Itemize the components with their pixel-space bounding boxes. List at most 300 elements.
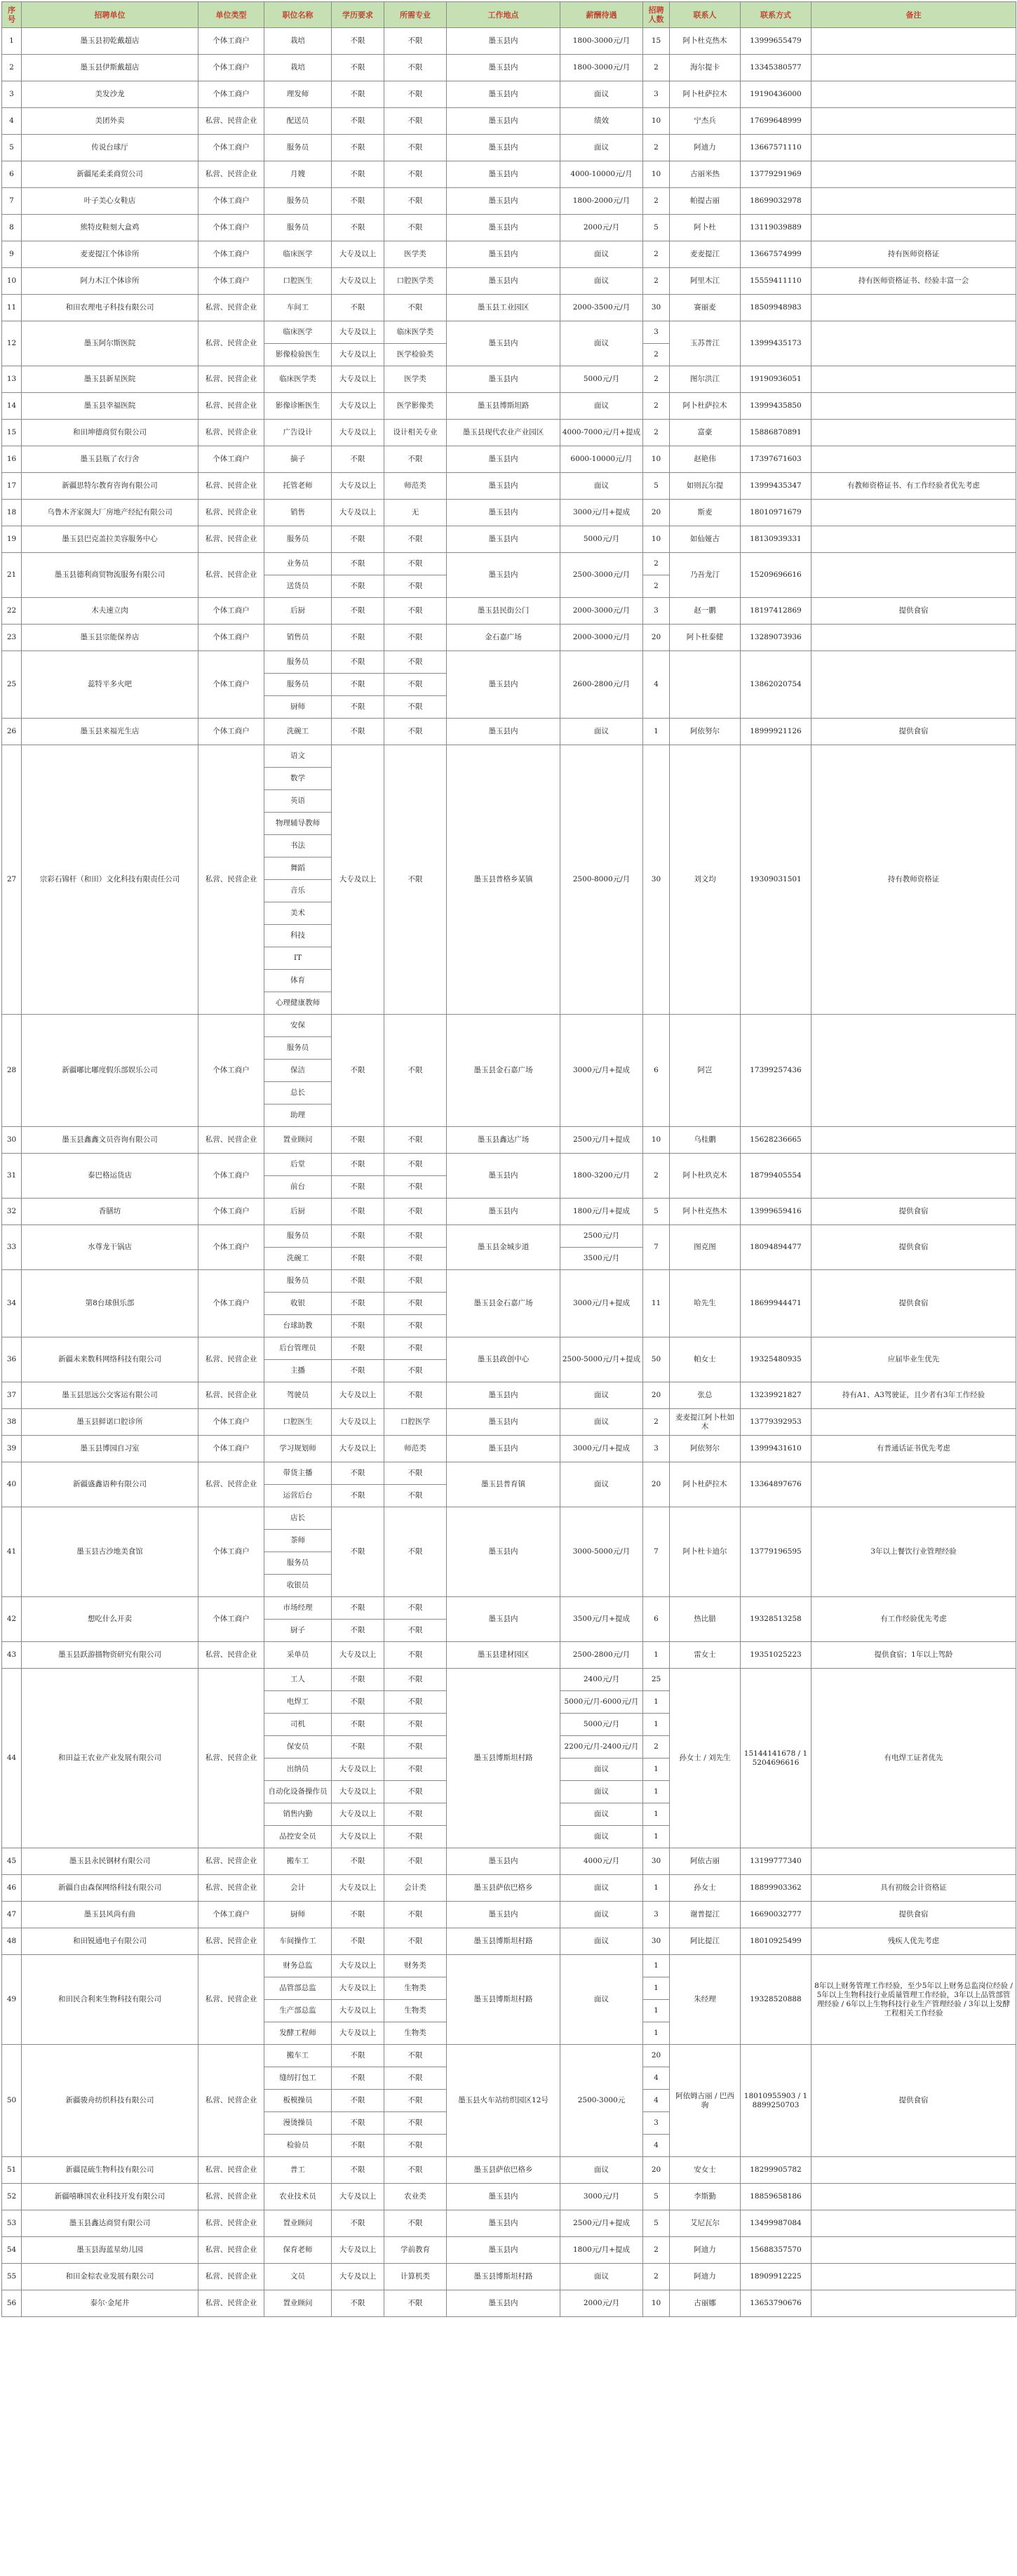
cell-sub: 后厨: [290, 1207, 305, 1215]
cell-sub: 30: [651, 875, 661, 883]
position-cell: [264, 1875, 332, 1902]
remark: 提供食宿: [811, 1199, 1016, 1225]
row-number: 53: [2, 2210, 22, 2237]
table-row: [2, 500, 1016, 526]
cell-sub: 3500元/月: [560, 1247, 643, 1269]
remark: [811, 393, 1016, 420]
salary-cell: [560, 625, 643, 651]
cell-sub: 不限: [350, 116, 365, 125]
cell-sub: 3000元/月+提成: [572, 1066, 631, 1074]
cell-sub: 临床医学: [283, 328, 313, 336]
education-cell: [332, 2210, 384, 2237]
company-name: 墨玉县伊斯戴超店: [22, 55, 198, 81]
cell-sub: 不限: [350, 1344, 365, 1352]
company-name: 墨玉县鑫鑫文员咨询有限公司: [22, 1127, 198, 1154]
table-row: [2, 553, 1016, 598]
major-cell: [384, 1225, 447, 1270]
headcount-cell: [643, 1127, 670, 1154]
contact-person: 阿卜杜萨拉木: [670, 1462, 741, 1507]
company-name: 想吃什么开卖: [22, 1597, 198, 1642]
work-place: 墨玉县内: [447, 366, 560, 393]
position-cell: [264, 321, 332, 366]
table-row: [2, 2184, 1016, 2210]
table-row: [2, 268, 1016, 295]
company-name: 和田农理电子科技有限公司: [22, 295, 198, 321]
phone-number: 18197412869: [741, 598, 811, 625]
cell-sub: 2000-3000元/月: [572, 633, 631, 641]
company-type: 私营、民营企业: [198, 2264, 264, 2290]
cell-sub: 语文: [290, 752, 305, 760]
salary-cell: [560, 745, 643, 1015]
cell-sub: 销售内勤: [264, 1803, 332, 1825]
headcount-cell: [643, 1154, 670, 1199]
row-number: 22: [2, 598, 22, 625]
work-place: 墨玉县博斯坦村路: [447, 2264, 560, 2290]
cell-sub: 不限: [408, 1276, 423, 1285]
cell-sub: 2000元/月: [583, 2299, 620, 2307]
company-name: 墨玉阿尔斯医院: [22, 321, 198, 366]
major-cell: [384, 161, 447, 188]
row-number: 50: [2, 2045, 22, 2157]
cell-sub: 2500元/月: [583, 1232, 620, 1240]
work-place: 墨玉县普格乡某镇: [447, 745, 560, 1015]
salary-cell: [560, 526, 643, 553]
remark: [811, 28, 1016, 55]
cell-sub: 10: [651, 170, 661, 178]
cell-sub: 5000元/月-6000元/月: [560, 1690, 643, 1713]
work-place: 墨玉县内: [447, 1507, 560, 1597]
table-row: [2, 1154, 1016, 1199]
cell-sub: 不限: [408, 63, 423, 72]
cell-sub: 市场经理: [283, 1603, 313, 1612]
cell-sub: 面议: [594, 1937, 609, 1945]
remark: [811, 81, 1016, 108]
headcount-cell: [643, 28, 670, 55]
cell-sub: 不限: [332, 1619, 384, 1641]
cell-sub: 不限: [384, 1484, 447, 1507]
contact-person: 阿卜杜卡迪尔: [670, 1507, 741, 1597]
recruitment-table: [1, 1, 1016, 2317]
position-cell: [264, 553, 332, 598]
education-cell: [332, 473, 384, 500]
cell-sub: 搬车工: [286, 2051, 309, 2060]
cell-sub: 2600-2800元/月: [572, 680, 631, 688]
salary-cell: [560, 241, 643, 268]
company-name: 香膳坊: [22, 1199, 198, 1225]
work-place: 墨玉县内: [447, 28, 560, 55]
education-cell: [332, 215, 384, 241]
row-number: 17: [2, 473, 22, 500]
remark: [811, 420, 1016, 446]
table-row: [2, 1337, 1016, 1382]
remark: 有工作经验优先考虑: [811, 1597, 1016, 1642]
cell-sub: 2500元/月+提成: [572, 1135, 631, 1144]
cell-sub: 50: [651, 1355, 661, 1363]
cell-sub: 不限: [350, 1910, 365, 1918]
cell-sub: 2500-3000元: [577, 2096, 626, 2104]
major-cell: [384, 321, 447, 366]
contact-person: 刘文均: [670, 745, 741, 1015]
company-name: 熊特皮鞋刻大盒鸡: [22, 215, 198, 241]
education-cell: [332, 1199, 384, 1225]
cell-sub: 不限: [350, 535, 365, 543]
major-cell: [384, 1199, 447, 1225]
education-cell: [332, 366, 384, 393]
company-name: 木夫速立肉: [22, 598, 198, 625]
cell-sub: 后台管理员: [279, 1344, 316, 1352]
table-row: [2, 295, 1016, 321]
major-cell: [384, 188, 447, 215]
table-row: [2, 2157, 1016, 2184]
contact-person: 李斯勤: [670, 2184, 741, 2210]
cell-sub: 4: [643, 2089, 670, 2111]
headcount-cell: [643, 1928, 670, 1955]
education-cell: [332, 1436, 384, 1462]
headcount-cell: [643, 2264, 670, 2290]
remark: 持有教师资格证: [811, 745, 1016, 1015]
major-cell: [384, 1902, 447, 1928]
remark: [811, 366, 1016, 393]
cell-sub: IT: [264, 947, 332, 969]
table-row: [2, 2264, 1016, 2290]
cell-sub: 不限: [408, 1650, 423, 1659]
remark: [811, 2264, 1016, 2290]
cell-sub: 不限: [332, 1735, 384, 1758]
company-name: 和田锐通电子有限公司: [22, 1928, 198, 1955]
headcount-cell: [643, 135, 670, 161]
major-cell: [384, 526, 447, 553]
company-name: 美团外卖: [22, 108, 198, 135]
phone-number: 18010955903 / 18899250703: [741, 2045, 811, 2157]
work-place: 墨玉县内: [447, 651, 560, 719]
cell-sub: 厨师: [264, 695, 332, 718]
table-header-row: [2, 2, 1016, 28]
cell-sub: 10: [651, 535, 661, 543]
cell-sub: 不限: [408, 1207, 423, 1215]
company-type: 私营、民营企业: [198, 108, 264, 135]
company-name: 墨玉县鑫达商贸有限公司: [22, 2210, 198, 2237]
cell-sub: 1800-2000元/月: [572, 196, 631, 205]
company-name: 墨玉县风尚有曲: [22, 1902, 198, 1928]
table-row: [2, 1436, 1016, 1462]
table-row: [2, 1409, 1016, 1436]
cell-sub: 不限: [408, 559, 423, 568]
company-type: 私营、民营企业: [198, 366, 264, 393]
contact-person: 古丽娜: [670, 2290, 741, 2317]
cell-sub: 1: [643, 1780, 670, 1803]
cell-sub: 不限: [350, 2051, 365, 2060]
remark: [811, 1848, 1016, 1875]
row-number: 28: [2, 1015, 22, 1127]
cell-sub: 2: [654, 143, 659, 152]
cell-sub: 4000-10000元/月: [570, 170, 633, 178]
cell-sub: 不限: [384, 673, 447, 695]
cell-sub: 服务员: [286, 1276, 309, 1285]
cell-sub: 1800-3200元/月: [572, 1171, 631, 1180]
cell-sub: 不限: [408, 1675, 423, 1683]
education-cell: [332, 161, 384, 188]
company-name: 传说台球厅: [22, 135, 198, 161]
position-cell: [264, 1199, 332, 1225]
cell-sub: 医学类: [404, 375, 426, 383]
headcount-cell: [643, 2210, 670, 2237]
cell-sub: 2: [654, 559, 659, 568]
major-cell: [384, 1382, 447, 1409]
phone-number: 13345380577: [741, 55, 811, 81]
row-number: 27: [2, 745, 22, 1015]
remark: [811, 553, 1016, 598]
cell-sub: 广告设计: [283, 428, 313, 436]
education-cell: [332, 1382, 384, 1409]
cell-sub: 3: [654, 606, 659, 615]
cell-sub: 不限: [384, 695, 447, 718]
salary-cell: [560, 1382, 643, 1409]
cell-sub: 面议: [594, 143, 609, 152]
cell-sub: 1: [654, 1650, 659, 1659]
cell-sub: 5: [654, 2192, 659, 2201]
education-cell: [332, 1669, 384, 1848]
headcount-cell: [643, 1875, 670, 1902]
salary-cell: [560, 366, 643, 393]
recruitment-table-wrapper: [1, 1, 1016, 2317]
cell-sub: 学前教育: [400, 2245, 430, 2254]
contact-person: 热比腊: [670, 1597, 741, 1642]
cell-sub: 20: [651, 2051, 661, 2060]
position-cell: [264, 1928, 332, 1955]
cell-sub: 不限: [350, 1160, 365, 1168]
cell-sub: 不限: [384, 1175, 447, 1198]
row-number: 33: [2, 1225, 22, 1270]
company-type: 私营、民营企业: [198, 500, 264, 526]
cell-sub: 不限: [332, 2089, 384, 2111]
position-cell: [264, 719, 332, 745]
company-name: 麦麦提江个体诊所: [22, 241, 198, 268]
row-number: 19: [2, 526, 22, 553]
salary-cell: [560, 1955, 643, 2045]
company-name: 墨玉县跃游描物资研究有限公司: [22, 1642, 198, 1669]
cell-sub: 舞蹈: [264, 857, 332, 879]
cell-sub: 面议: [594, 90, 609, 98]
cell-sub: 面议: [594, 1417, 609, 1426]
row-number: 2: [2, 55, 22, 81]
cell-sub: 前台: [264, 1175, 332, 1198]
education-cell: [332, 2264, 384, 2290]
cell-sub: 厨师: [290, 1910, 305, 1918]
cell-sub: 大专及以上: [332, 1977, 384, 1999]
remark: [811, 188, 1016, 215]
remark: [811, 1462, 1016, 1507]
salary-cell: [560, 1015, 643, 1127]
major-cell: [384, 553, 447, 598]
company-type: 私营、民营企业: [198, 321, 264, 366]
cell-sub: 不限: [350, 1232, 365, 1240]
cell-sub: 不限: [332, 1247, 384, 1269]
education-cell: [332, 2237, 384, 2264]
table-row: [2, 1462, 1016, 1507]
remark: [811, 526, 1016, 553]
cell-sub: 5000元/月: [583, 535, 620, 543]
cell-sub: 学习规划师: [279, 1444, 316, 1453]
cell-sub: 大专及以上: [339, 2272, 377, 2281]
cell-sub: 10: [651, 2299, 661, 2307]
contact-person: 富豪: [670, 420, 741, 446]
cell-sub: 2: [654, 1171, 659, 1180]
position-cell: [264, 2157, 332, 2184]
position-cell: [264, 1225, 332, 1270]
headcount-cell: [643, 161, 670, 188]
position-cell: [264, 366, 332, 393]
phone-number: 13364897676: [741, 1462, 811, 1507]
phone-number: 19351025223: [741, 1642, 811, 1669]
cell-sub: 总长: [264, 1081, 332, 1104]
cell-sub: 1: [643, 1713, 670, 1735]
salary-cell: [560, 1127, 643, 1154]
cell-sub: 1: [643, 1690, 670, 1713]
salary-cell: [560, 1436, 643, 1462]
company-type: 私营、民营企业: [198, 1462, 264, 1507]
cell-sub: 不限: [350, 1603, 365, 1612]
phone-number: 16690032777: [741, 1902, 811, 1928]
remark: 有电焊工证者优先: [811, 1669, 1016, 1848]
cell-sub: 大专及以上: [339, 328, 377, 336]
work-place: 墨玉县内: [447, 2184, 560, 2210]
phone-number: 13999655479: [741, 28, 811, 55]
work-place: 墨玉县内: [447, 473, 560, 500]
cell-sub: 20: [651, 1480, 661, 1488]
phone-number: 13653790676: [741, 2290, 811, 2317]
cell-sub: 音乐: [264, 879, 332, 902]
row-number: 23: [2, 625, 22, 651]
company-type: 私营、民营企业: [198, 2237, 264, 2264]
contact-person: 乃吾龙汀: [670, 553, 741, 598]
cell-sub: 不限: [408, 1391, 423, 1399]
cell-sub: 车间操作工: [279, 1937, 316, 1945]
cell-sub: 2500-8000元/月: [572, 875, 631, 883]
headcount-cell: [643, 2290, 670, 2317]
company-type: 个体工商户: [198, 1409, 264, 1436]
cell-sub: 不限: [350, 1066, 365, 1074]
major-cell: [384, 1928, 447, 1955]
row-number: 9: [2, 241, 22, 268]
cell-sub: 检验员: [264, 2134, 332, 2156]
major-cell: [384, 1669, 447, 1848]
cell-sub: 3000-5000元/月: [572, 1547, 631, 1556]
major-cell: [384, 135, 447, 161]
cell-sub: 缝纫打包工: [264, 2067, 332, 2089]
contact-person: 阿里木江: [670, 268, 741, 295]
work-place: 墨玉县萨依巴格乡: [447, 2157, 560, 2184]
salary-cell: [560, 420, 643, 446]
cell-sub: 不限: [350, 90, 365, 98]
cell-sub: 2: [654, 1417, 659, 1426]
cell-sub: 大专及以上: [339, 1883, 377, 1892]
table-row: [2, 1015, 1016, 1127]
phone-number: 13862020754: [741, 651, 811, 719]
contact-person: 阿迪力: [670, 135, 741, 161]
cell-sub: 不限: [332, 1359, 384, 1382]
phone-number: 15628236665: [741, 1127, 811, 1154]
position-cell: [264, 2237, 332, 2264]
company-name: 墨玉县巴克盖拉美容服务中心: [22, 526, 198, 553]
cell-sub: 1: [643, 1803, 670, 1825]
cell-sub: 不限: [408, 875, 423, 883]
education-cell: [332, 1462, 384, 1507]
salary-cell: [560, 719, 643, 745]
position-cell: [264, 1848, 332, 1875]
salary-cell: [560, 215, 643, 241]
headcount-cell: [643, 446, 670, 473]
major-cell: [384, 2237, 447, 2264]
phone-number: 13289073936: [741, 625, 811, 651]
contact-person: 阿卜杜萨拉木: [670, 81, 741, 108]
salary-cell: [560, 188, 643, 215]
row-number: 13: [2, 366, 22, 393]
cell-sub: 摘子: [290, 455, 305, 463]
salary-cell: [560, 553, 643, 598]
work-place: 墨玉县现代农业产业园区: [447, 420, 560, 446]
phone-number: 13999435173: [741, 321, 811, 366]
remark: [811, 2157, 1016, 2184]
education-cell: [332, 241, 384, 268]
remark: [811, 446, 1016, 473]
cell-sub: 不限: [408, 1910, 423, 1918]
row-number: 39: [2, 1436, 22, 1462]
salary-cell: [560, 2045, 643, 2157]
work-place: 墨玉县萨依巴格乡: [447, 1875, 560, 1902]
education-cell: [332, 1875, 384, 1902]
headcount-cell: [643, 108, 670, 135]
cell-sub: 师范类: [404, 1444, 426, 1453]
contact-person: 艾尼瓦尔: [670, 2210, 741, 2237]
remark: 3年以上餐饮行业管理经验: [811, 1507, 1016, 1597]
cell-sub: 保安员: [264, 1735, 332, 1758]
phone-number: 18509948983: [741, 295, 811, 321]
cell-sub: 面议: [594, 276, 609, 285]
major-cell: [384, 446, 447, 473]
cell-sub: 服务员: [286, 535, 309, 543]
column-header: 备注: [811, 2, 1016, 28]
cell-sub: 不限: [350, 2299, 365, 2307]
column-header: 联系方式: [741, 2, 811, 28]
position-cell: [264, 2045, 332, 2157]
phone-number: 13667574999: [741, 241, 811, 268]
phone-number: 18999921126: [741, 719, 811, 745]
education-cell: [332, 1902, 384, 1928]
cell-sub: 不限: [408, 303, 423, 312]
headcount-cell: [643, 188, 670, 215]
position-cell: [264, 1382, 332, 1409]
cell-sub: 不限: [384, 1780, 447, 1803]
phone-number: 19309031501: [741, 745, 811, 1015]
cell-sub: 电焊工: [264, 1690, 332, 1713]
cell-sub: 主播: [264, 1359, 332, 1382]
company-name: 宗彩石锦杆（和田）文化科技有限责任公司: [22, 745, 198, 1015]
cell-sub: 农业技术员: [279, 2192, 316, 2201]
row-number: 8: [2, 215, 22, 241]
cell-sub: 不限: [408, 223, 423, 232]
company-name: 水尊龙干锅店: [22, 1225, 198, 1270]
position-cell: [264, 28, 332, 55]
cell-sub: 发酵工程师: [264, 2022, 332, 2044]
position-cell: [264, 108, 332, 135]
company-name: 蕊特平多火吧: [22, 651, 198, 719]
salary-cell: [560, 1462, 643, 1507]
phone-number: 17397671603: [741, 446, 811, 473]
table-row: [2, 420, 1016, 446]
phone-number: 13999435850: [741, 393, 811, 420]
salary-cell: [560, 1848, 643, 1875]
contact-person: 阿迪力: [670, 2264, 741, 2290]
